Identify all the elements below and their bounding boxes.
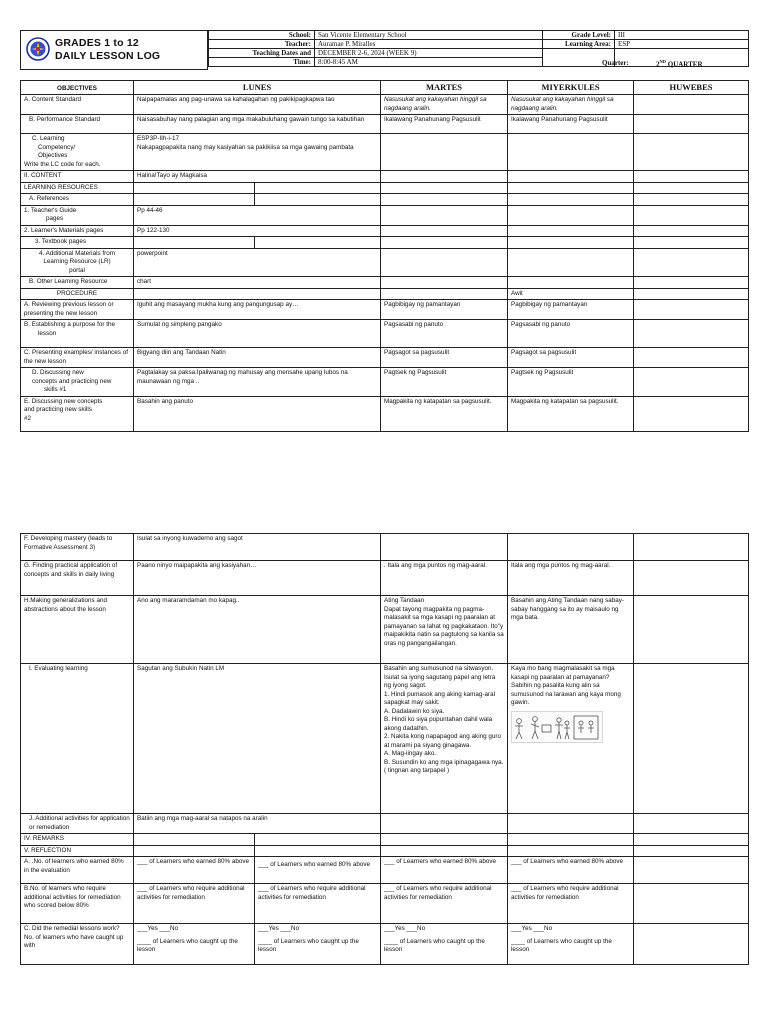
school-value: San Vicente Elementary School: [315, 31, 543, 40]
row-label-competency: C. Learning Competency/ Objectives Write the LC code for each.: [21, 134, 134, 171]
cell-lunes-additional-materials: powerpoint: [134, 248, 381, 277]
cell-lunes-generalizations: Ano ang mararamdaman mo kapag..: [134, 596, 381, 664]
row-label-reflection: V. REFLECTION: [21, 845, 134, 857]
cell-huwebes-performance-standard: Ikalawang Panahunang Pagsusulit: [508, 115, 634, 134]
cell-miyerkules-practical: . Itala ang mga puntos ng mag-aaral.: [381, 561, 508, 596]
row-label-examples: C. Presenting examples/ instances of the new lesson: [21, 348, 134, 368]
lc-code: ESP3P-IIh-i-17: [137, 135, 179, 143]
time-label: Time:: [209, 58, 315, 67]
row-label-additional-activities: J. Additional activities for application or remediation: [21, 814, 134, 834]
cell-miyerkules-content-standard: Nasusukat ang kakayahan hinggil sa nagdaang aralin.: [381, 95, 508, 115]
form-title-line2: DAILY LESSON LOG: [55, 50, 161, 62]
teacher-label: Teacher:: [209, 40, 315, 49]
lesson-log-table-part2: [20, 533, 749, 965]
row-label-teachers-guide: 1. Teacher's Guide pages: [21, 205, 134, 225]
cell-lunes-content: Halina!Tayo ay Magkaisa: [134, 171, 381, 183]
row-label-remediation: B.No. of learners who require additional activities for remediation who scored below 80%: [21, 884, 134, 924]
row-label-additional-materials: 4. Additional Materials from Learning Resource (LR) portal: [21, 248, 134, 277]
cell-lunes-examples: Bigyang diin ang Tandaan Natin: [134, 348, 381, 368]
row-label-earned-80: A. .No. of learners who earned 80% in the evaluation: [21, 857, 134, 884]
cell-lunes-discussing-1: Pagtalakay sa paksa.Ipaliwanag ng mahusay ang mensahe upang lubos na maunawaan ng mga ..: [134, 368, 381, 397]
row-label-generalizations: H.Making generalizations and abstractions about the lesson: [21, 596, 134, 664]
cell-lunes-other-resource: chart: [134, 277, 381, 289]
cell-huwebes-procedure: Awit: [508, 288, 634, 300]
cell-miyerkules-reviewing: Pagbibigay ng pamantayan: [381, 300, 508, 320]
row-label-purpose: B. Establishing a purpose for the lesson: [21, 320, 134, 348]
cell-miyerkules-generalizations: Ating Tandaan Dapat tayong magpakita ng pagma-malasakit sa mga kasapi ng paaralan at pamayanan sa lahat ng pagkakataon. Ito"y maipakikita natin sa pagtulong sa kanila sa oras ng pangangailangan.: [381, 596, 508, 664]
cell-miyerkules-earned-80: ___ of Learners who earned 80% above: [381, 857, 508, 884]
day-header-martes: MARTES: [381, 81, 508, 95]
row-label-remarks: IV. REMARKS: [21, 834, 134, 846]
row-label-reviewing: A. Reviewing previous lesson or presenting the new lesson: [21, 300, 134, 320]
cell-huwebes-remedial-work: ___Yes ___No ____ of Learners who caught up the lesson: [508, 924, 634, 965]
row-label-procedure: PROCEDURE: [21, 288, 134, 300]
row-label-discussing-2: E. Discussing new concepts and practicing new skills #2: [21, 396, 134, 431]
cell-huwebes-content-standard: Nasusukat ang kakayahan hinggil sa nagdaang aralin.: [508, 95, 634, 115]
cell-lunes-mastery: Isulat sa inyong kuwaderno ang sagot: [134, 534, 381, 561]
row-label-performance-standard: B. Performance Standard: [21, 115, 134, 134]
learning-area-label: Learning Area:: [543, 40, 615, 49]
cell-lunes-discussing-2: Basahin ang panuto: [134, 396, 381, 431]
quarter-value: 2ND QUARTER: [656, 59, 703, 69]
cell-huwebes-discussing-1: Pagtsek ng Pagsusulit: [508, 368, 634, 397]
cell-lunes-content-standard: Naipapamalas ang pag-unawa sa kahalagahan ng pakikipagkapwa tao: [134, 95, 381, 115]
cell-miyerkules-remedial-work: ___Yes ___No ____ of Learners who caught up the lesson: [381, 924, 508, 965]
deped-seal-icon: [26, 37, 50, 61]
cell-huwebes-purpose: Pagsasabi ng panuto: [508, 320, 634, 348]
header: [20, 30, 748, 70]
cell-martes-remediation: ___ of Learners who require additional activities for remediation: [255, 884, 381, 924]
cell-lunes-teachers-guide: Pp 44-46: [134, 205, 381, 225]
day-header-miyerkules: MIYERKULES: [508, 81, 634, 95]
cell-lunes-competency: ESP3P-IIh-i-17 Nakapagpapakita nang may kasiyahan sa pakikiisa sa mga gawaing pambata: [134, 134, 381, 171]
row-label-references: A. References: [21, 194, 134, 206]
activity-pictures-image: [511, 711, 603, 743]
cell-martes-earned-80: ___ of Learners who earned 80% above: [255, 857, 381, 884]
school-label: School:: [209, 31, 315, 40]
objectives-header: OBJECTIVES: [21, 81, 134, 95]
grade-level-value: III: [615, 31, 749, 40]
cell-miyerkules-discussing-1: Pagtsek ng Pagsusulit: [381, 368, 508, 397]
cell-miyerkules-evaluating: Basahin ang sumusunod na sitwasyon. Isulat sa iyong sagutang papel ang letra ng iyong sagot. 1. Hindi pumasok ang aking kamag-aral sapagkat may sakit. A. Dadalawin ko siya. B. Hindi ko siya pupuntahan dahil wala akong dadalhin. 2. Nakita kong napapagod ang aking guro at marami pa siyang ginagawa. A. Mag-iingay ako. B. Susundin ko ang mga ipinagagawa nya. ( tingnan ang tarpapel ): [381, 664, 508, 814]
day-header-lunes: LUNES: [134, 81, 381, 95]
teacher-value: Auramae P. Miralles: [315, 40, 543, 49]
learning-area-value: ESP: [615, 40, 749, 49]
cell-huwebes-reviewing: Pagbibigay ng pamantayan: [508, 300, 634, 320]
cell-huwebes-discussing-2: Magpakita ng katapatan sa pagsusulit.: [508, 396, 634, 431]
cell-lunes-evaluating: Sagutan ang Subukin Natin LM: [134, 664, 381, 814]
row-label-learning-resources: LEARNING RESOURCES: [21, 182, 134, 194]
quarter-label: Quarter:: [602, 59, 629, 67]
row-label-evaluating: I. Evaluating learning: [21, 664, 134, 814]
cell-huwebes-practical: Itala ang mga puntos ng mag-aaral.: [508, 561, 634, 596]
cell-lunes-remedial-work: ___Yes ___No ____ of Learners who caught up the lesson: [134, 924, 255, 965]
day-header-huwebes: HUWEBES: [634, 81, 749, 95]
teaching-dates-label: Teaching Dates and: [209, 49, 315, 58]
cell-huwebes-examples: Pagsagot sa pagsusulit: [508, 348, 634, 368]
cell-huwebes-earned-80: ___ of Learners who earned 80% above: [508, 857, 634, 884]
cell-miyerkules-performance-standard: Ikalawang Panahunang Pagsusulit: [381, 115, 508, 134]
cell-lunes-practical: Paano ninyo maipapakita ang kasiyahan…: [134, 561, 381, 596]
cell-martes-remedial-work: ___Yes ___No ____ of Learners who caught up the lesson: [255, 924, 381, 965]
quarter-row: [572, 57, 748, 70]
row-label-mastery: F. Developing mastery (leads to Formative Assessment 3): [21, 534, 134, 561]
cell-miyerkules-discussing-2: Magpakita ng katapatan sa pagsusulit.: [381, 396, 508, 431]
lesson-log-table-part1: [20, 80, 749, 432]
cell-miyerkules-purpose: Pagsasabi ng panuto: [381, 320, 508, 348]
row-label-content-standard: A. Content Standard: [21, 95, 134, 115]
form-title-line1: GRADES 1 to 12: [55, 37, 139, 49]
row-label-other-resource: B. Other Learning Resource: [21, 277, 134, 289]
cell-miyerkules-examples: Pagsagot sa pagsusulit: [381, 348, 508, 368]
teaching-dates-value: DECEMBER 2-6, 2024 (WEEK 9): [315, 49, 543, 58]
cell-lunes-reviewing: Iguhit ang masayang mukha kung ang pangungusap ay…: [134, 300, 381, 320]
row-label-textbook-pages: 3. Textbook pages: [21, 237, 134, 249]
cell-lunes-earned-80: ___ of Learners who earned 80% above: [134, 857, 255, 884]
row-label-content: II. CONTENT: [21, 171, 134, 183]
cell-lunes-remediation: ___ of Learners who require additional activities for remediation: [134, 884, 255, 924]
time-value: 8:00-8:45 AM: [315, 58, 543, 67]
cell-lunes-purpose: Sumulat ng simpleng pangako: [134, 320, 381, 348]
cell-lunes-additional-activities: Batiin ang mga mag-aaral sa natapos na aralin: [134, 814, 381, 834]
title-box: [20, 30, 208, 70]
row-label-remedial-work: C. Did the remedial lessons work? No. of learners who have caught up with: [21, 924, 134, 965]
cell-huwebes-evaluating: Kaya mo bang magmalasakit sa mga kasapi ng paaralan at pamayanan? Sabihin ng pasalita kung alin sa sumusunod na larawan ang kaya mong gawin.: [508, 664, 634, 814]
cell-lunes-performance-standard: Naisasabuhay nang palagian ang mga makabuluhang gawain tungo sa kabutihan: [134, 115, 381, 134]
row-label-discussing-1: D. Discussing new concepts and practicing new skills #1: [21, 368, 134, 397]
row-label-learners-materials: 2. Learner's Materials pages: [21, 225, 134, 237]
grade-level-label: Grade Level:: [543, 31, 615, 40]
cell-lunes-learners-materials: Pp 122-130: [134, 225, 381, 237]
cell-huwebes-generalizations: Basahin ang Ating Tandaan nang sabay-sabay hanggang sa ito ay maisaulo ng mga bata.: [508, 596, 634, 664]
cell-miyerkules-remediation: ___ of Learners who require additional activities for remediation: [381, 884, 508, 924]
cell-huwebes-remediation: ___ of Learners who require additional activities for remediation: [508, 884, 634, 924]
row-label-practical: G. Finding practical application of concepts and skills in daily living: [21, 561, 134, 596]
